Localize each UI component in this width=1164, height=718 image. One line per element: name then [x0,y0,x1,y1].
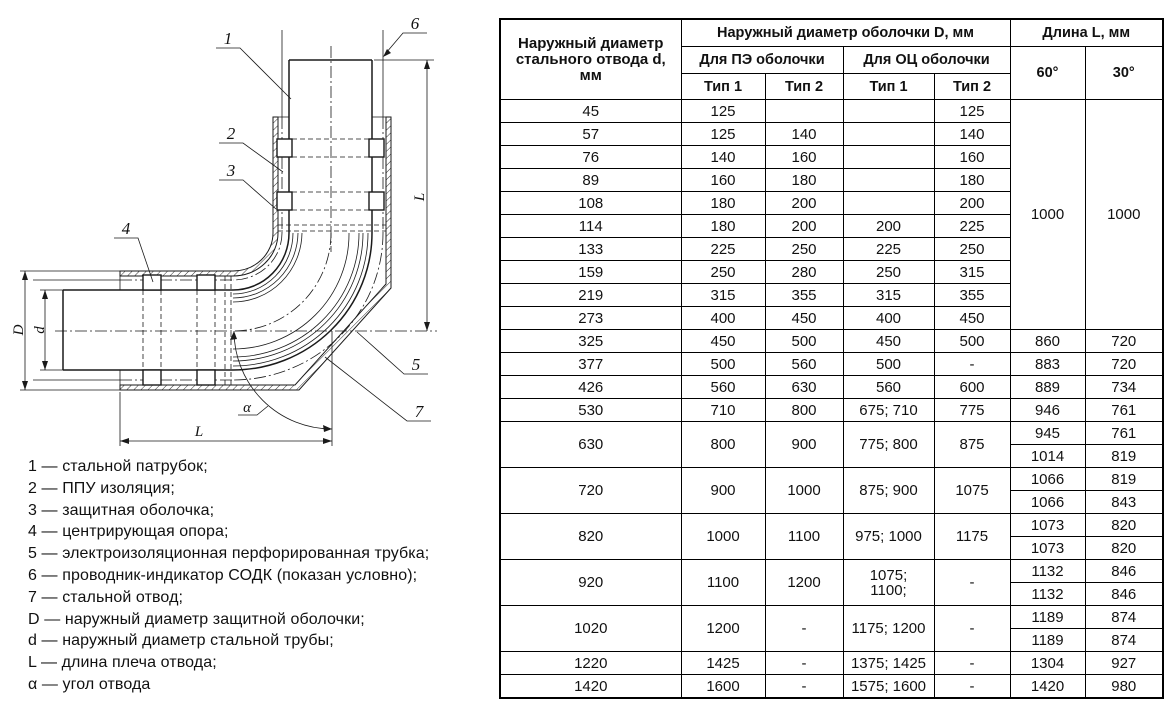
table-cell: 1132 [1010,560,1085,583]
table-cell: 860 [1010,330,1085,353]
table-cell: 225 [843,238,934,261]
table-cell: 500 [681,353,765,376]
table-cell: 89 [500,169,681,192]
arrowhead [42,361,48,370]
table-cell: 1000 [765,468,843,514]
table-cell: 325 [500,330,681,353]
header-type1-pe: Тип 1 [681,74,765,100]
centerline-bend-arc [233,233,331,331]
table-cell: 273 [500,307,681,330]
header-group-L: Длина L, мм [1010,19,1163,47]
table-cell: 900 [765,422,843,468]
table-cell [843,192,934,215]
table-cell: 1075; 1100; [843,560,934,606]
table-cell: 1200 [765,560,843,606]
dim-label-D: D [11,324,27,336]
support [277,192,292,210]
legend-item: 7 — стальной отвод; [28,588,184,606]
table-cell: 426 [500,376,681,399]
table-cell: 560 [765,353,843,376]
table-cell: 720 [500,468,681,514]
table-cell: - [934,560,1010,606]
arrowhead [323,438,332,444]
table-cell: 180 [765,169,843,192]
table-cell: 250 [934,238,1010,261]
table-cell: 160 [681,169,765,192]
table-cell: 450 [681,330,765,353]
callout-3-leader [219,180,276,209]
table-cell: 1189 [1010,606,1085,629]
arrowhead [22,271,28,280]
table-cell: 1425 [681,652,765,675]
header-type2-oc: Тип 2 [934,74,1010,100]
callout-1-leader [216,48,291,99]
table-cell: 1200 [681,606,765,652]
header-type1-oc: Тип 1 [843,74,934,100]
table-cell: 761 [1085,422,1163,445]
table-cell: 200 [765,192,843,215]
table-row [500,399,1163,422]
callout-6 [383,14,427,57]
table-cell: 1175; 1200 [843,606,934,652]
table-cell: 400 [843,307,934,330]
table-cell: 820 [500,514,681,560]
support [197,275,215,290]
dim-label-d: d [32,326,48,334]
table-cell: 775; 800 [843,422,934,468]
callout-1-label: 1 [223,29,233,48]
legend-item: L — длина плеча отвода; [28,654,217,672]
callout-3 [219,161,276,209]
table-cell: - [934,675,1010,699]
table-cell: 1575; 1600 [843,675,934,699]
callout-6-label: 6 [410,14,420,33]
support [277,139,292,157]
sodk-wire-vert-inside [282,117,383,233]
legend-item: 6 — проводник-индикатор СОДК (показан условно); [28,566,418,584]
spec-table-header [500,19,1163,100]
table-cell: 250 [681,261,765,284]
table-cell: 600 [934,376,1010,399]
table-cell: 775 [934,399,1010,422]
perforated-tube-arcs [233,233,363,361]
header-group-D: Наружный диаметр оболочки D, мм [681,19,1010,47]
table-cell: 889 [1010,376,1085,399]
table-cell: 76 [500,146,681,169]
steel-pipe-vertical [289,60,372,233]
table-cell: 57 [500,123,681,146]
table-cell: 980 [1085,675,1163,699]
table-cell: 560 [681,376,765,399]
table-cell: 1014 [1010,445,1085,468]
table-cell [765,100,843,123]
header-group-oc: Для ОЦ оболочки [843,47,1010,74]
support [143,275,161,290]
arrowhead [42,290,48,299]
table-cell: 560 [843,376,934,399]
table-row [500,100,1163,123]
table-cell: 900 [681,468,765,514]
table-cell: 1075 [934,468,1010,514]
callout-3-label: 3 [226,161,236,180]
spec-table [499,18,1164,699]
table-cell: - [765,652,843,675]
arrowhead [22,381,28,390]
callout-1 [216,29,291,99]
callout-5-label: 5 [411,355,421,374]
table-cell: 1420 [1010,675,1085,699]
arrowhead [323,425,332,432]
table-cell: 927 [1085,652,1163,675]
table-row [500,468,1163,491]
table-cell: 883 [1010,353,1085,376]
table-cell: 530 [500,399,681,422]
table-cell: 250 [843,261,934,284]
header-col-d: Наружный диаметр стального отвода d, мм [500,19,681,100]
table-cell: - [934,606,1010,652]
table-cell: 250 [765,238,843,261]
table-cell: 1189 [1010,629,1085,652]
table-cell: 125 [681,123,765,146]
table-cell: 180 [681,192,765,215]
table-cell: 140 [765,123,843,146]
table-cell: 761 [1085,399,1163,422]
legend-item: α — угол отвода [28,675,151,693]
callout-6-leader [386,33,427,53]
table-cell: 1020 [500,606,681,652]
arrowhead [383,49,391,57]
legend-item: D — наружный диаметр защитной оболочки; [28,610,365,628]
support [369,139,384,157]
table-cell: 975; 1000 [843,514,934,560]
table-row [500,560,1163,583]
table-cell [843,123,934,146]
table-cell: 800 [681,422,765,468]
table-cell: 315 [934,261,1010,284]
table-cell [843,100,934,123]
sodk-wire-bend [233,233,383,380]
dim-label-alpha: α [243,400,251,416]
table-cell: 125 [934,100,1010,123]
callout-2-label: 2 [226,124,236,143]
callout-7-label: 7 [414,402,424,421]
table-cell [843,169,934,192]
table-row [500,675,1163,699]
arrowhead [424,60,430,69]
table-cell: 1100 [681,560,765,606]
table-cell: 1073 [1010,537,1085,560]
table-cell: 630 [500,422,681,468]
legend [28,456,429,696]
table-cell: 874 [1085,606,1163,629]
legend-item: d — наружный диаметр стальной трубы; [28,632,334,650]
table-row [500,330,1163,353]
table-cell: 1073 [1010,514,1085,537]
table-cell: 1066 [1010,491,1085,514]
table-cell: 720 [1085,353,1163,376]
table-cell: 355 [934,284,1010,307]
header-type2-pe: Тип 2 [765,74,843,100]
table-cell: 315 [681,284,765,307]
support-hidden-lines-horizontal [143,276,231,385]
table-cell: - [934,652,1010,675]
table-cell: 315 [843,284,934,307]
table-cell: 846 [1085,560,1163,583]
table-cell: 133 [500,238,681,261]
table-cell: 819 [1085,468,1163,491]
table-cell: 140 [681,146,765,169]
table-cell: 945 [1010,422,1085,445]
table-row [500,606,1163,629]
table-cell: - [765,675,843,699]
table-cell: 1375; 1425 [843,652,934,675]
legend-item: 2 — ППУ изоляция; [28,479,175,497]
table-cell: 630 [765,376,843,399]
table-cell: 874 [1085,629,1163,652]
table-cell: 500 [843,353,934,376]
table-cell: 450 [843,330,934,353]
table-cell: 114 [500,215,681,238]
table-cell: 500 [765,330,843,353]
table-cell: 1175 [934,514,1010,560]
table-cell: 180 [934,169,1010,192]
callout-4-label: 4 [121,219,131,238]
table-cell: 280 [765,261,843,284]
header-group-pe: Для ПЭ оболочки [681,47,843,74]
table-cell: 1100 [765,514,843,560]
table-cell: 500 [934,330,1010,353]
table-cell: 875 [934,422,1010,468]
elbow-drawing [0,0,500,455]
table-cell: 720 [1085,330,1163,353]
table-row [500,652,1163,675]
table-cell: 1000 [681,514,765,560]
table-row [500,353,1163,376]
table-cell: 108 [500,192,681,215]
table-cell: 1420 [500,675,681,699]
table-cell: 1600 [681,675,765,699]
arrowhead [120,438,129,444]
table-row [500,514,1163,537]
table-cell: 820 [1085,537,1163,560]
table-cell: 1066 [1010,468,1085,491]
table-cell: 450 [765,307,843,330]
table-cell: 225 [681,238,765,261]
table-cell: 140 [934,123,1010,146]
table-cell: 1000 [1085,100,1163,330]
legend-item: 4 — центрирующая опора; [28,523,229,541]
table-cell: 159 [500,261,681,284]
support [197,370,215,385]
dim-label-L-bottom: L [194,424,204,440]
steel-pipe-horizontal [63,290,233,370]
table-cell: 820 [1085,514,1163,537]
table-cell: 160 [765,146,843,169]
table-cell: 377 [500,353,681,376]
support [143,370,161,385]
support [369,192,384,210]
table-cell: 200 [765,215,843,238]
table-cell: 180 [681,215,765,238]
table-cell: 875; 900 [843,468,934,514]
table-cell: 1220 [500,652,681,675]
table-cell: 1000 [1010,100,1085,330]
table-cell: 675; 710 [843,399,934,422]
table-cell: 800 [765,399,843,422]
table-cell: 400 [681,307,765,330]
table-cell: 1132 [1010,583,1085,606]
table-cell: 355 [765,284,843,307]
sodk-wire-horiz-inside [120,280,233,380]
table-cell: 710 [681,399,765,422]
table-cell: 846 [1085,583,1163,606]
table-row [500,376,1163,399]
table-cell: 920 [500,560,681,606]
header-deg30: 30° [1085,47,1163,100]
spec-table-wrap [499,18,1164,699]
callout-5 [357,332,428,374]
table-cell: 200 [843,215,934,238]
table-cell [843,146,934,169]
legend-item: 5 — электроизоляционная перфорированная трубка; [28,545,430,563]
table-cell: - [765,606,843,652]
table-cell: 450 [934,307,1010,330]
dim-label-L-right: L [412,192,428,202]
table-cell: 160 [934,146,1010,169]
legend-item: 3 — защитная оболочка; [28,501,215,519]
table-cell: 45 [500,100,681,123]
table-cell: 219 [500,284,681,307]
header-deg60: 60° [1010,47,1085,100]
table-cell: 125 [681,100,765,123]
table-cell: 843 [1085,491,1163,514]
elbow-outer-wall [233,233,372,370]
arrowhead [424,322,430,331]
table-cell: 1304 [1010,652,1085,675]
table-cell: 734 [1085,376,1163,399]
legend-item: 1 — стальной патрубок; [28,458,208,475]
spec-table-body [500,100,1163,699]
table-cell: 819 [1085,445,1163,468]
table-cell: 225 [934,215,1010,238]
table-cell: - [934,353,1010,376]
table-cell: 946 [1010,399,1085,422]
table-row [500,422,1163,445]
shell-inner-band [120,117,278,276]
table-cell: 200 [934,192,1010,215]
